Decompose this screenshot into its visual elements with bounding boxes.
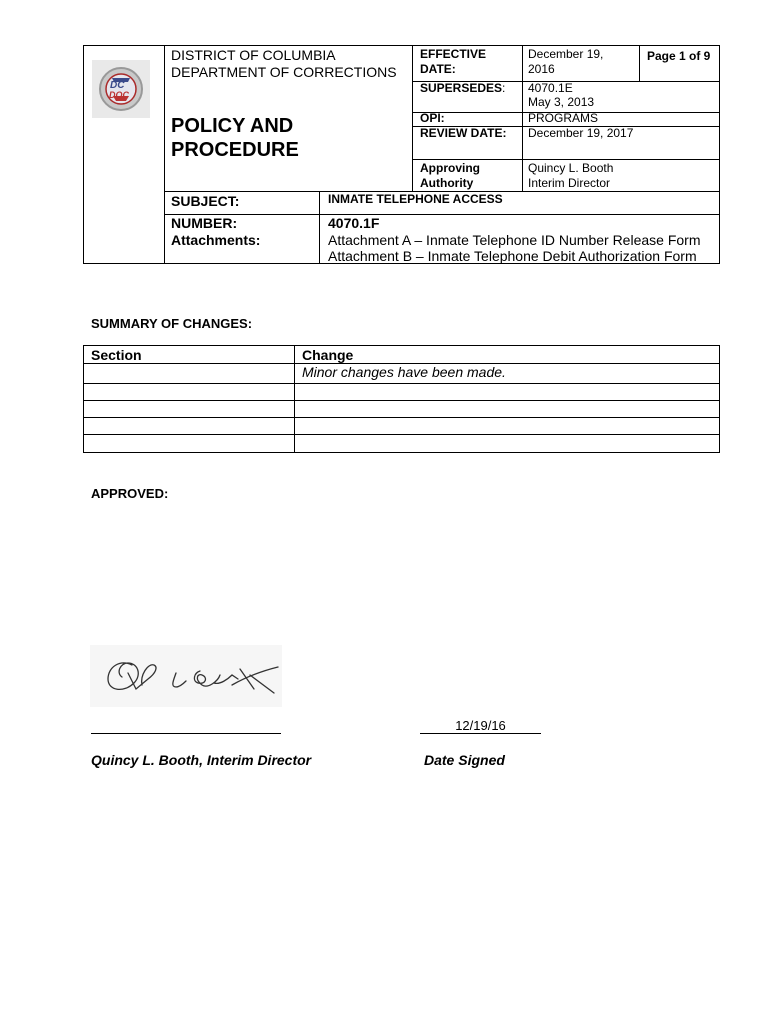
logo-text-doc: DOC [109,90,129,100]
summary-table [83,345,720,453]
review-date-label: REVIEW DATE: [420,126,507,140]
approving-value-1: Quincy L. Booth [528,161,614,175]
handwritten-signature [90,645,282,707]
doc-type-line-1: POLICY AND [171,115,294,137]
page-number: Page 1 of 9 [647,49,711,63]
dc-doc-seal-logo [92,60,150,118]
effective-value-2: 2016 [528,62,555,76]
approving-label-1: Approving [420,161,480,175]
opi-label: OPI: [420,111,445,125]
org-line-1: DISTRICT OF COLUMBIA [171,47,336,63]
attachments-label: Attachments: [171,232,261,248]
approved-heading: APPROVED: [91,486,169,501]
attachment-a: Attachment A – Inmate Telephone ID Number Release Form [328,232,701,248]
approving-label-2: Authority [420,176,474,190]
effective-label-2: DATE: [420,62,456,76]
effective-label-1: EFFECTIVE [420,47,487,61]
table-row-change: Minor changes have been made. [302,364,506,380]
effective-value-1: December 19, [528,47,604,61]
review-date-value: December 19, 2017 [528,126,634,140]
number-label: NUMBER: [171,215,238,231]
supersedes-value-1: 4070.1E [528,81,573,95]
approving-value-2: Interim Director [528,176,611,190]
subject-label: SUBJECT: [171,193,240,209]
attachment-b: Attachment B – Inmate Telephone Debit Authorization Form [328,248,697,264]
date-signed-label: Date Signed [424,752,505,768]
doc-type-line-2: PROCEDURE [171,139,299,161]
opi-value: PROGRAMS [528,111,599,125]
summary-heading: SUMMARY OF CHANGES: [91,316,253,331]
supersedes-label: SUPERSEDES: [420,81,506,95]
column-header-section: Section [91,347,142,363]
org-line-2: DEPARTMENT OF CORRECTIONS [171,64,397,80]
supersedes-value-2: May 3, 2013 [528,95,595,109]
column-header-change: Change [302,347,354,363]
date-signed-value: 12/19/16 [420,719,541,734]
number-value: 4070.1F [328,215,380,231]
subject-value: INMATE TELEPHONE ACCESS [328,192,503,206]
logo-text-dc: DC [110,80,125,91]
signature-line [91,733,281,734]
signer-name: Quincy L. Booth, Interim Director [91,752,312,768]
